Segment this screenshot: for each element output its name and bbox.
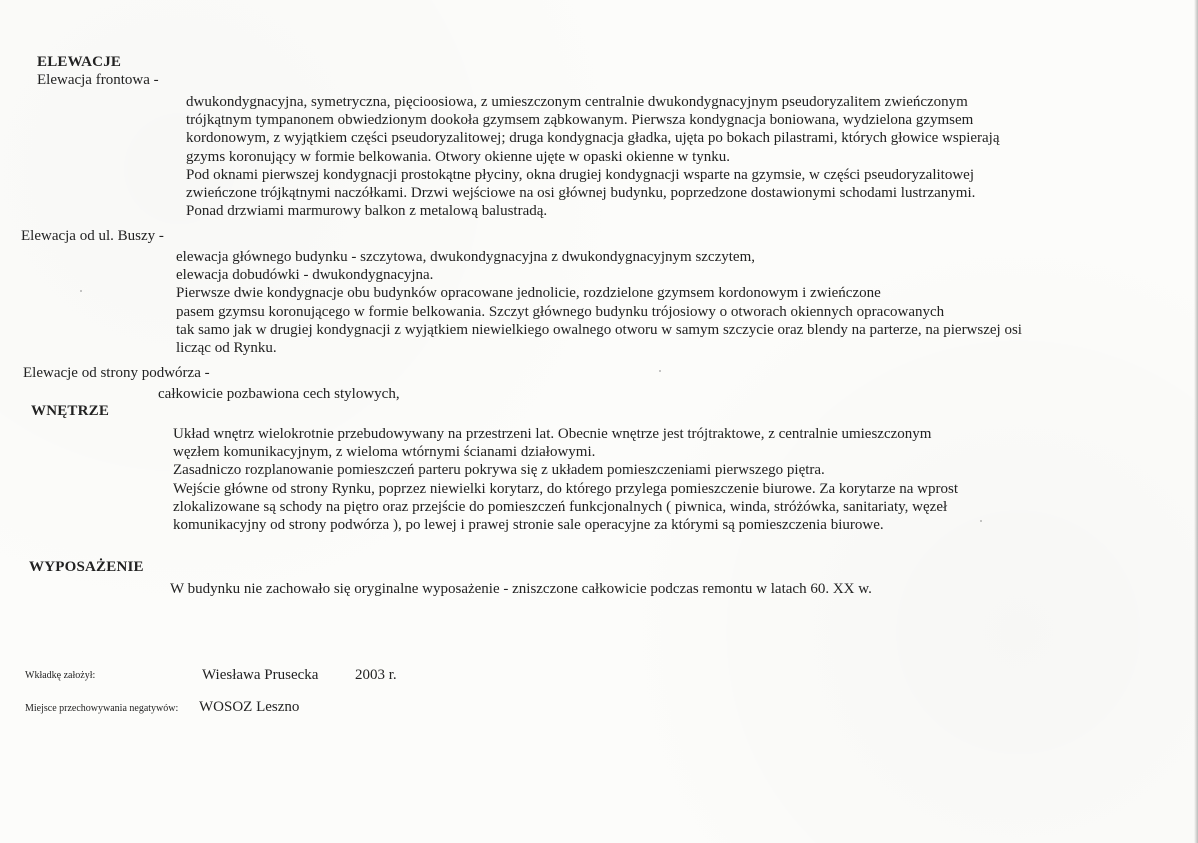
text-line: Układ wnętrz wielokrotnie przebudowywany na przestrzeni lat. Obecnie wnętrze jest trójtraktowe, z centralnie umieszczonym	[173, 426, 932, 442]
text-line: Ponad drzwiami marmurowy balkon z metalową balustradą.	[186, 203, 548, 220]
text-line: Wejście główne od strony Rynku, poprzez niewielki korytarz, do którego przylega pomieszczenie biurowe. Za korytarze na wprost	[173, 480, 959, 497]
text-line: Pierwsze dwie kondygnacje obu budynków opracowane jednolicie, rozdzielone gzymsem kordonowym i zwieńczone	[176, 285, 881, 302]
text-line: elewacja dobudówki - dwukondygnacyjna.	[176, 267, 434, 284]
elewacja-buszy-label: Elewacja od ul. Buszy -	[21, 228, 164, 244]
scan-speck	[980, 520, 982, 522]
text-line: pasem gzymsu koronującego w formie belkowania. Szczyt głównego budynku trójosiowy o otworach okiennych opracowanych	[176, 303, 945, 320]
text-line: komunikacyjny od strony podwórza ), po lewej i prawej stronie sale operacyjne za którymi są pomieszczenia biurowe.	[173, 516, 884, 533]
text-line: tak samo jak w drugiej kondygnacji z wyjątkiem niewielkiego owalnego otworu w samym szczycie oraz blendy na parterze, na pierwszej osi	[176, 321, 1022, 338]
text-line: gzyms koronujący w formie belkowania. Otwory okienne ujęte w opaski okienne w tynku.	[186, 148, 731, 165]
negatywy-value: WOSOZ Leszno	[199, 699, 300, 715]
text-line: węzłem komunikacyjnym, z wieloma wtórnymi ścianami działowymi.	[173, 444, 596, 461]
page-edge-shadow	[1194, 0, 1198, 843]
section-heading-wnetrze: WNĘTRZE	[31, 403, 110, 419]
text-line: kordonowym, z wyjątkiem części pseudoryzalitowej; druga kondygnacja gładka, ujęta po bokach pilastrami, których głowice wspierają	[186, 130, 1000, 147]
text-line: zwieńczone trójkątnymi naczółkami. Drzwi wejściowe na osi głównej budynku, poprzedzone dostawionymi schodami lustrzanymi.	[186, 184, 976, 201]
scan-speck	[80, 290, 82, 292]
section-heading-wyposazenie: WYPOSAŻENIE	[29, 559, 144, 575]
text-line: dwukondygnacyjna, symetryczna, pięcioosiowa, z umieszczonym centralnie dwukondygnacyjnym pseudoryzalitem zwieńczonym	[186, 94, 968, 110]
section-heading-elewacje: ELEWACJE	[37, 54, 122, 70]
elewacja-buszy-text	[176, 248, 1022, 357]
scan-speck	[659, 370, 661, 372]
negatywy-label: Miejsce przechowywania negatywów:	[25, 703, 179, 714]
wnetrze-text	[173, 425, 958, 534]
elewacja-frontowa-label: Elewacja frontowa -	[37, 72, 159, 88]
zalozyl-value: Wiesława Prusecka	[202, 667, 319, 683]
text-line: zlokalizowane są schody na piętro oraz przejście do pomieszczeń funkcjonalnych ( piwnica, winda, stróżówka, sanitariaty, węzeł	[173, 498, 948, 515]
wyposazenie-text: W budynku nie zachowało się oryginalne wyposażenie - zniszczone całkowicie podczas remontu w latach 60. XX w.	[170, 581, 872, 597]
text-line: Zasadniczo rozplanowanie pomieszczeń parteru pokrywa się z układem pomieszczeniami pierwszego piętra.	[173, 462, 825, 479]
elewacje-podworze-text: całkowicie pozbawiona cech stylowych,	[158, 386, 400, 402]
text-line: elewacja głównego budynku - szczytowa, dwukondygnacyjna z dwukondygnacyjnym szczytem,	[176, 249, 755, 265]
zalozyl-year: 2003 r.	[355, 667, 397, 683]
elewacje-podworze-label: Elewacje od strony podwórza -	[23, 365, 210, 381]
text-line: licząc od Rynku.	[176, 339, 277, 356]
text-line: Pod oknami pierwszej kondygnacji prostokątne płyciny, okna drugiej kondygnacji wsparte na gzymsie, w części pseudoryzalitowej	[186, 166, 974, 183]
text-line: trójkątnym tympanonem obwiedzionym dookoła gzymsem ząbkowanym. Pierwsza kondygnacja boniowana, wydzielona gzymsem	[186, 112, 974, 129]
zalozyl-label: Wkładkę założył:	[25, 670, 96, 681]
elewacja-frontowa-text	[186, 93, 1000, 220]
